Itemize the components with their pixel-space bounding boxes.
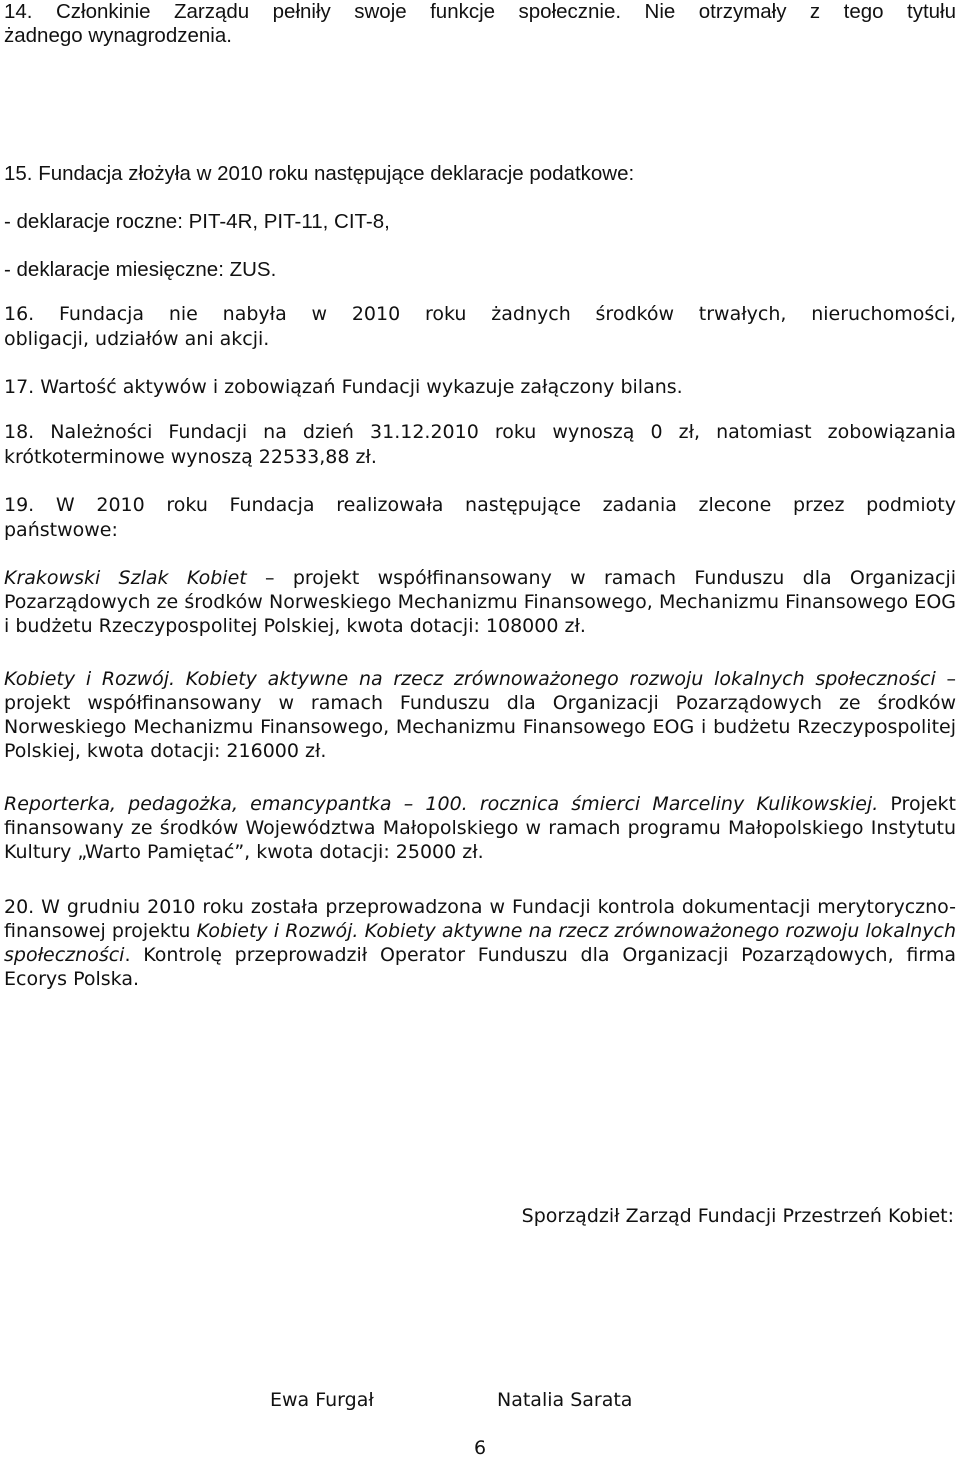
item-15-line-3: - deklaracje miesięczne: ZUS. — [4, 258, 277, 281]
item-16-line-2: obligacji, udziałów ani akcji. — [4, 328, 270, 350]
item-18-line-1: 18. Należności Fundacji na dzień 31.12.2010 roku wynoszą 0 zł, natomiast zobowiązania — [4, 421, 956, 443]
item-16-line-1: 16. Fundacja nie nabyła w 2010 roku żadnych środków trwałych, nieruchomości, — [4, 303, 956, 325]
project-reporterka — [4, 792, 956, 864]
item-18-line-2: krótkoterminowe wynoszą 22533,88 zł. — [4, 446, 377, 468]
item-15-line-1: 15. Fundacja złożyła w 2010 roku następujące deklaracje podatkowe: — [4, 162, 635, 185]
project-description: – projekt współfinansowany w ramach Funduszu dla Organizacji Pozarządowych ze środków Norweskiego Mechanizmu Finansowego, Mechanizmu Finansowego EOG i budżetu Rzeczypospolitej Polskiej, kwota dotacji: 216000 zł. — [4, 668, 956, 762]
signatory-2: Natalia Sarata — [497, 1389, 633, 1411]
signatory-1: Ewa Furgał — [270, 1389, 374, 1411]
project-title: Reporterka, pedagożka, emancypantka – 100. rocznica śmierci Marceliny Kulikowskiej. — [4, 793, 879, 815]
project-description: Projekt finansowany ze środków Województwa Małopolskiego w ramach programu Małopolskiego Instytutu Kultury „Warto Pamiętać”, kwota dotacji: 25000 zł. — [4, 793, 956, 863]
prepared-by: Sporządził Zarząd Fundacji Przestrzeń Kobiet: — [521, 1205, 954, 1227]
item-15-line-2: - deklaracje roczne: PIT-4R, PIT-11, CIT-8, — [4, 210, 390, 233]
item-20 — [4, 895, 956, 991]
item-20-project-title: Kobiety i Rozwój. Kobiety aktywne na rzecz zrównoważonego rozwoju lokalnych społeczności — [4, 920, 956, 966]
item-14-line-2: żadnego wynagrodzenia. — [4, 24, 232, 47]
project-title: Krakowski Szlak Kobiet — [4, 567, 247, 589]
item-17: 17. Wartość aktywów i zobowiązań Fundacji wykazuje załączony bilans. — [4, 376, 683, 398]
item-20-text-1: 20. W grudniu 2010 roku została przeprowadzona w Fundacji kontrola dokumentacji merytoryczno-finansowej projektu — [4, 896, 956, 942]
project-krakowski-szlak-kobiet — [4, 566, 956, 638]
item-19-intro-line-1: 19. W 2010 roku Fundacja realizowała następujące zadania zlecone przez podmioty — [4, 494, 956, 516]
project-description: – projekt współfinansowany w ramach Funduszu dla Organizacji Pozarządowych ze środków Norweskiego Mechanizmu Finansowego, Mechanizmu Finansowego EOG i budżetu Rzeczypospolitej Polskiej, kwota dotacji: 108000 zł. — [4, 567, 957, 637]
project-title: Kobiety i Rozwój. Kobiety aktywne na rzecz zrównoważonego rozwoju lokalnych społeczności — [4, 668, 936, 690]
page-number: 6 — [474, 1437, 487, 1459]
item-14-line-1: 14. Członkinie Zarządu pełniły swoje funkcje społecznie. Nie otrzymały z tego tytułu — [4, 0, 956, 23]
item-20-text-2: . Kontrolę przeprowadził Operator Funduszu dla Organizacji Pozarządowych, firma Ecorys Polska. — [4, 944, 956, 990]
item-19-intro-line-2: państwowe: — [4, 519, 118, 541]
project-kobiety-i-rozwoj — [4, 667, 956, 763]
